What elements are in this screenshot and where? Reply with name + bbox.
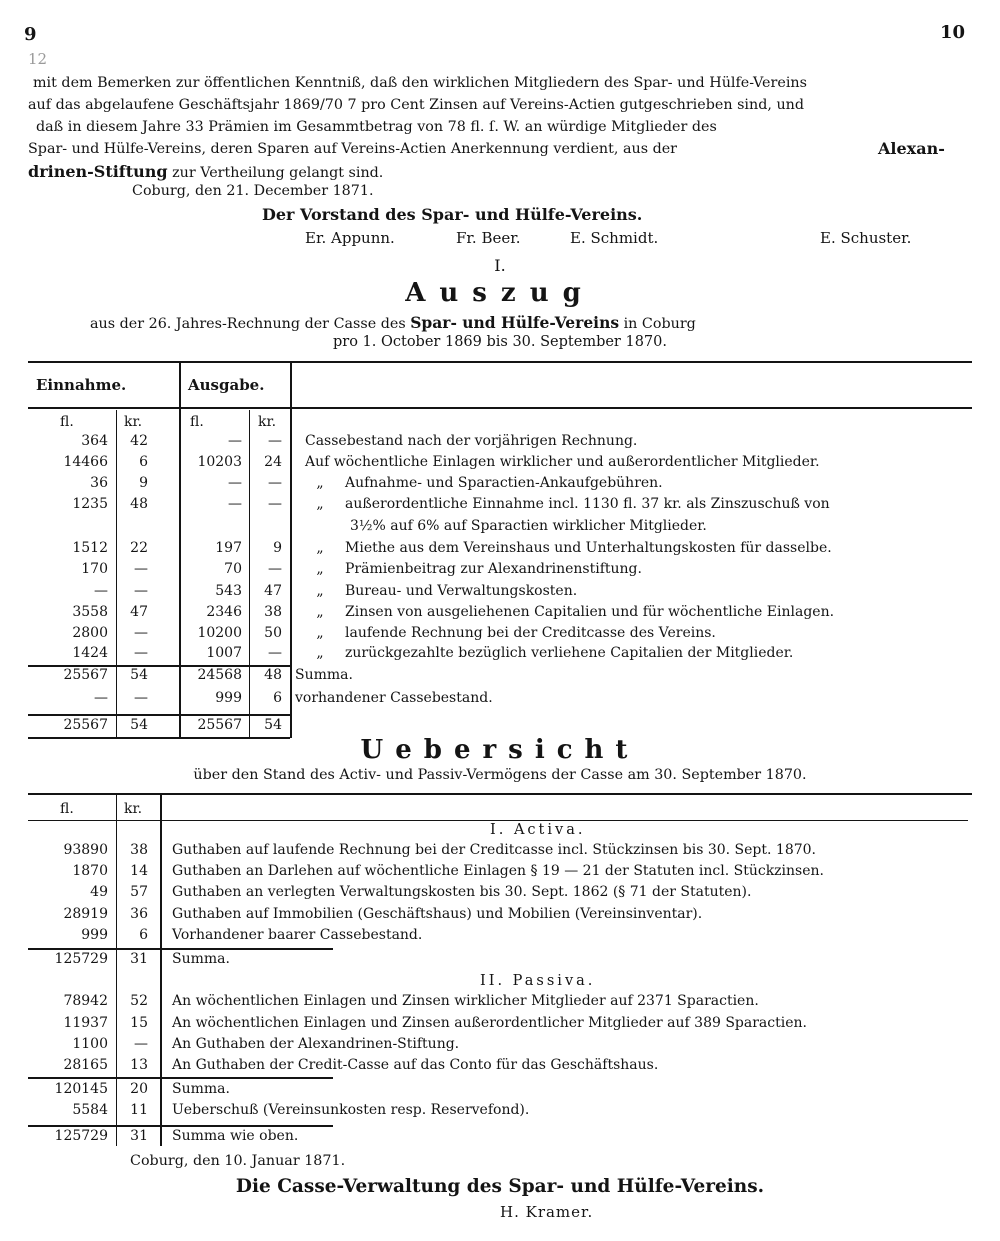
passiva-sum-rule xyxy=(28,1077,333,1079)
expense-fl: — xyxy=(228,496,242,512)
expense-fl: — xyxy=(228,433,242,449)
activa-sum-rule xyxy=(28,948,333,950)
header-in-kr: kr. xyxy=(124,414,143,430)
income-fl: 170 xyxy=(81,561,108,577)
entry-text: An wöchentlichen Einlagen und Zinsen außerordentlicher Mitglieder auf 389 Sparactien. xyxy=(172,1015,807,1031)
activa-row xyxy=(0,884,1000,904)
entry-text: Miethe aus dem Vereinshaus und Unterhaltungskosten für dasselbe. xyxy=(345,540,832,556)
header-out-kr: kr. xyxy=(258,414,277,430)
auszug-row xyxy=(0,433,1000,453)
uebersicht-title: Uebersicht xyxy=(360,735,640,765)
auszug-sum-row xyxy=(0,690,1000,710)
auszug-bottom-rule xyxy=(28,737,290,739)
uebersicht-header-kr: kr. xyxy=(124,801,143,817)
entry-text: laufende Rechnung bei der Creditcasse des Vereins. xyxy=(345,625,716,641)
auszug-subtitle xyxy=(90,313,696,332)
income-kr: — xyxy=(134,625,148,641)
expense-fl: 2346 xyxy=(206,604,242,620)
activa-row xyxy=(0,863,1000,883)
income-kr: — xyxy=(134,690,148,706)
auszug-sum-row xyxy=(0,667,1000,687)
entry-text: zurückgezahlte bezüglich verliehene Capitalien der Mitglieder. xyxy=(345,645,794,661)
signer-1: Er. Appunn. xyxy=(305,229,395,247)
expense-fl: 24568 xyxy=(197,667,242,683)
expense-kr: 50 xyxy=(264,625,282,641)
income-kr: — xyxy=(134,561,148,577)
income-fl: — xyxy=(94,690,108,706)
expense-kr: 9 xyxy=(273,540,282,556)
amount-kr: 20 xyxy=(130,1081,148,1097)
amount-fl: 78942 xyxy=(63,993,108,1009)
expense-kr: — xyxy=(268,645,282,661)
amount-fl: 11937 xyxy=(63,1015,108,1031)
expense-fl: 25567 xyxy=(197,717,242,733)
closing-date: Coburg, den 10. Januar 1871. xyxy=(130,1153,346,1169)
auszug-row xyxy=(0,645,1000,665)
income-kr: 47 xyxy=(130,604,148,620)
activa-row xyxy=(0,927,1000,947)
income-kr: — xyxy=(134,583,148,599)
expense-fl: 10200 xyxy=(197,625,242,641)
header-in-fl: fl. xyxy=(60,414,74,430)
entry-text: Ueberschuß (Vereinsunkosten resp. Reservefond). xyxy=(172,1102,530,1118)
entry-text: Vorhandener baarer Cassebestand. xyxy=(172,927,423,943)
entry-text: Guthaben an Darlehen auf wöchentliche Einlagen § 19 — 21 der Statuten incl. Stückzinsen. xyxy=(172,863,824,879)
expense-kr: 24 xyxy=(264,454,282,470)
entry-text: Summa wie oben. xyxy=(172,1128,299,1144)
closing-signer: H. Kramer. xyxy=(500,1203,594,1221)
entry-text: An Guthaben der Alexandrinen-Stiftung. xyxy=(172,1036,460,1052)
ditto-mark: „ xyxy=(316,625,324,641)
entry-text: Bureau- und Verwaltungskosten. xyxy=(345,583,578,599)
amount-kr: 31 xyxy=(130,951,148,967)
income-kr: 54 xyxy=(130,717,148,733)
income-fl: 1512 xyxy=(72,540,108,556)
page-number-left: 9 xyxy=(24,24,37,45)
board-title: Der Vorstand des Spar- und Hülfe-Vereins. xyxy=(262,205,643,224)
ditto-mark: „ xyxy=(316,583,324,599)
passiva-row xyxy=(0,1057,1000,1077)
amount-fl: 1870 xyxy=(72,863,108,879)
surplus-row xyxy=(0,1102,1000,1122)
signer-2: Fr. Beer. xyxy=(456,229,521,247)
income-fl: 25567 xyxy=(63,667,108,683)
header-out-fl: fl. xyxy=(190,414,204,430)
expense-kr: 38 xyxy=(264,604,282,620)
entry-text: An wöchentlichen Einlagen und Zinsen wirklicher Mitglieder auf 2371 Sparactien. xyxy=(172,993,759,1009)
amount-fl: 1100 xyxy=(72,1036,108,1052)
income-fl: 14466 xyxy=(63,454,108,470)
auszug-top-rule xyxy=(28,361,972,363)
entry-text: Prämienbeitrag zur Alexandrinenstiftung. xyxy=(345,561,642,577)
income-fl: 3558 xyxy=(72,604,108,620)
expense-kr: — xyxy=(268,433,282,449)
auszug-row xyxy=(0,561,1000,581)
income-fl: 1235 xyxy=(72,496,108,512)
intro-line-1: mit dem Bemerken zur öffentlichen Kenntniß, daß den wirklichen Mitgliedern des Spar- und Hülfe-Vereins xyxy=(33,75,807,91)
auszug-subtitle-b: in Coburg xyxy=(623,316,696,332)
expense-kr: 6 xyxy=(273,690,282,706)
intro-line-2: auf das abgelaufene Geschäftsjahr 1869/70 7 pro Cent Zinsen auf Vereins-Actien gutgeschrieben sind, und xyxy=(28,97,805,113)
income-fl: 1424 xyxy=(72,645,108,661)
amount-fl: 120145 xyxy=(54,1081,108,1097)
amount-kr: 15 xyxy=(130,1015,148,1031)
amount-kr: 11 xyxy=(130,1102,148,1118)
auszug-row xyxy=(0,454,1000,474)
amount-fl: 5584 xyxy=(72,1102,108,1118)
activa-sum-row xyxy=(0,951,1000,971)
uebersicht-top-rule xyxy=(28,793,972,795)
uebersicht-header-fl: fl. xyxy=(60,801,74,817)
income-kr: 22 xyxy=(130,540,148,556)
auszug-row xyxy=(0,583,1000,603)
expense-fl: 1007 xyxy=(206,645,242,661)
entry-text: Guthaben auf laufende Rechnung bei der Creditcasse incl. Stückzinsen bis 30. Sept. 1870. xyxy=(172,842,816,858)
activa-row xyxy=(0,842,1000,862)
sum-label: Summa. xyxy=(295,667,353,683)
expense-kr: 54 xyxy=(264,717,282,733)
intro-line-4: Spar- und Hülfe-Vereins, deren Sparen auf Vereins-Actien Anerkennung verdient, aus der xyxy=(28,141,678,157)
income-fl: 25567 xyxy=(63,717,108,733)
auszug-row xyxy=(0,518,1000,538)
auszug-subtitle-bold: Spar- und Hülfe-Vereins xyxy=(410,313,620,332)
amount-kr: 52 xyxy=(130,993,148,1009)
entry-text: Auf wöchentliche Einlagen wirklicher und außerordentlicher Mitglieder. xyxy=(305,454,820,470)
ditto-mark: „ xyxy=(316,604,324,620)
entry-text: An Guthaben der Credit-Casse auf das Conto für das Geschäftshaus. xyxy=(172,1057,659,1073)
ditto-mark: „ xyxy=(316,540,324,556)
auszug-numeral: I. xyxy=(494,256,506,275)
entry-text: Cassebestand nach der vorjährigen Rechnung. xyxy=(305,433,638,449)
auszug-header-rule xyxy=(28,407,972,409)
total-row xyxy=(0,1128,1000,1148)
expense-fl: 10203 xyxy=(197,454,242,470)
expense-kr: — xyxy=(268,496,282,512)
entry-text: Summa. xyxy=(172,1081,230,1097)
income-fl: 364 xyxy=(81,433,108,449)
expense-kr: 47 xyxy=(264,583,282,599)
amount-fl: 28165 xyxy=(63,1057,108,1073)
auszug-row xyxy=(0,540,1000,560)
amount-fl: 125729 xyxy=(54,951,108,967)
closing-org: Die Casse-Verwaltung des Spar- und Hülfe-Vereins. xyxy=(235,1176,765,1197)
ditto-mark: „ xyxy=(316,561,324,577)
amount-fl: 49 xyxy=(90,884,108,900)
amount-kr: 57 xyxy=(130,884,148,900)
intro-date: Coburg, den 21. December 1871. xyxy=(132,183,374,199)
entry-text: 3½% auf 6% auf Sparactien wirklicher Mitglieder. xyxy=(350,518,707,534)
income-kr: 48 xyxy=(130,496,148,512)
intro-line-5 xyxy=(28,162,383,181)
ghost-page-mark: 12 xyxy=(28,50,48,68)
auszug-subtitle-a: aus der 26. Jahres-Rechnung der Casse des xyxy=(90,316,406,332)
activa-title: I. Activa. xyxy=(490,822,586,838)
signer-3: E. Schmidt. xyxy=(570,229,659,247)
income-fl: 2800 xyxy=(72,625,108,641)
amount-kr: 36 xyxy=(130,906,148,922)
amount-fl: 28919 xyxy=(63,906,108,922)
signer-4: E. Schuster. xyxy=(820,229,912,247)
passiva-row xyxy=(0,1036,1000,1056)
amount-kr: — xyxy=(134,1036,148,1052)
passiva-row xyxy=(0,1015,1000,1035)
intro-bold-tail: Alexan- xyxy=(878,139,945,158)
intro-bold-head: drinen-Stiftung xyxy=(28,162,168,181)
sum-label: vorhandener Cassebestand. xyxy=(295,690,493,706)
amount-kr: 31 xyxy=(130,1128,148,1144)
intro-line-5-rest: zur Vertheilung gelangt sind. xyxy=(167,165,384,181)
entry-text: Guthaben auf Immobilien (Geschäftshaus) und Mobilien (Vereinsinventar). xyxy=(172,906,703,922)
passiva-row xyxy=(0,993,1000,1013)
ditto-mark: „ xyxy=(316,645,324,661)
expense-fl: 70 xyxy=(224,561,242,577)
auszug-total-rule xyxy=(28,714,290,716)
amount-kr: 38 xyxy=(130,842,148,858)
entry-text: Summa. xyxy=(172,951,230,967)
auszug-sum-row xyxy=(0,717,1000,737)
amount-kr: 14 xyxy=(130,863,148,879)
intro-line-3: daß in diesem Jahre 33 Prämien im Gesammtbetrag von 78 fl. ſ. W. an würdige Mitglieder des xyxy=(36,119,717,135)
auszug-title: Auszug xyxy=(405,278,595,308)
auszug-period: pro 1. October 1869 bis 30. September 1870. xyxy=(333,334,667,350)
amount-fl: 93890 xyxy=(63,842,108,858)
income-kr: 6 xyxy=(139,454,148,470)
entry-text: Zinsen von ausgeliehenen Capitalien und für wöchentliche Einlagen. xyxy=(345,604,835,620)
entry-text: Guthaben an verlegten Verwaltungskosten bis 30. Sept. 1862 (§ 71 der Statuten). xyxy=(172,884,752,900)
auszug-row xyxy=(0,496,1000,516)
income-fl: 36 xyxy=(90,475,108,491)
income-fl: — xyxy=(94,583,108,599)
expense-fl: 197 xyxy=(215,540,242,556)
auszug-row xyxy=(0,475,1000,495)
income-kr: 9 xyxy=(139,475,148,491)
auszug-row xyxy=(0,604,1000,624)
entry-text: außerordentliche Einnahme incl. 1130 fl. 37 kr. als Zinszuschuß von xyxy=(345,496,830,512)
activa-row xyxy=(0,906,1000,926)
ditto-mark: „ xyxy=(316,496,324,512)
expense-fl: 543 xyxy=(215,583,242,599)
expense-fl: 999 xyxy=(215,690,242,706)
final-sum-rule xyxy=(28,1125,333,1127)
uebersicht-header-rule xyxy=(28,820,968,821)
header-expense: Ausgabe. xyxy=(188,376,265,394)
auszug-row xyxy=(0,625,1000,645)
page-number-right: 10 xyxy=(940,22,966,43)
passiva-sum-row xyxy=(0,1081,1000,1101)
expense-kr: 48 xyxy=(264,667,282,683)
expense-kr: — xyxy=(268,475,282,491)
passiva-title: II. Passiva. xyxy=(480,973,596,989)
amount-fl: 999 xyxy=(81,927,108,943)
ditto-mark: „ xyxy=(316,475,324,491)
income-kr: — xyxy=(134,645,148,661)
income-kr: 54 xyxy=(130,667,148,683)
amount-kr: 13 xyxy=(130,1057,148,1073)
amount-fl: 125729 xyxy=(54,1128,108,1144)
uebersicht-subtitle: über den Stand des Activ- und Passiv-Vermögens der Casse am 30. September 1870. xyxy=(193,767,807,783)
expense-fl: — xyxy=(228,475,242,491)
amount-kr: 6 xyxy=(139,927,148,943)
expense-kr: — xyxy=(268,561,282,577)
entry-text: Aufnahme- und Sparactien-Ankaufgebühren. xyxy=(345,475,663,491)
header-income: Einnahme. xyxy=(36,376,127,394)
income-kr: 42 xyxy=(130,433,148,449)
